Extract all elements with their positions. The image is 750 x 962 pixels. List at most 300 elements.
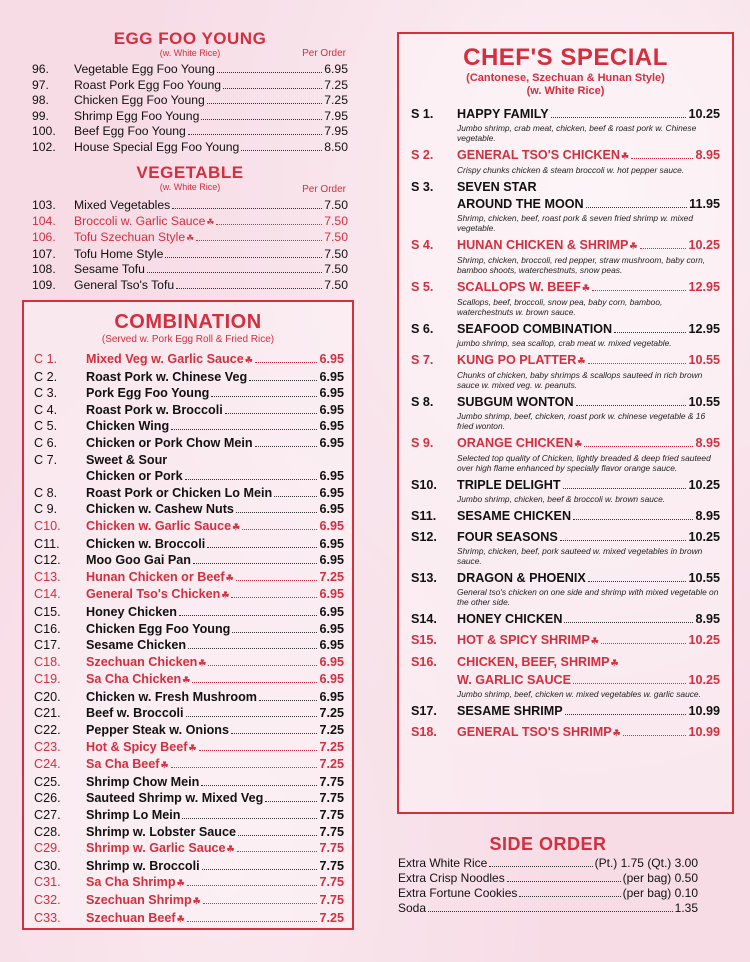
item-number: C16. <box>34 621 61 636</box>
item-name: SCALLOPS W. BEEF <box>457 280 581 294</box>
per-order-label: Per Order <box>302 48 346 59</box>
menu-item-row <box>34 874 344 892</box>
menu-item-row <box>411 147 720 165</box>
item-number: C27. <box>34 808 61 823</box>
item-price: 8.50 <box>324 139 348 154</box>
dot-leader <box>225 413 318 414</box>
item-price: 8.95 <box>695 148 720 162</box>
item-price: 6.95 <box>319 536 344 551</box>
item-number: 97. <box>32 77 49 92</box>
dot-leader <box>551 117 687 118</box>
item-description: Chunks of chicken, baby shrimps & scallops sauteed in rich brown sauce w. mixed veg. w. peanuts. <box>457 370 703 390</box>
hot-pepper-icon: ☘ <box>186 233 195 244</box>
item-price: 7.25 <box>319 739 344 754</box>
menu-item-row <box>411 394 720 411</box>
item-name: Szechuan Beef <box>86 910 176 925</box>
dot-leader <box>586 207 688 208</box>
menu-item-row <box>34 910 344 928</box>
item-price: 8.95 <box>695 509 720 523</box>
item-number: C33. <box>34 910 61 925</box>
item-price: 7.75 <box>319 893 344 907</box>
special-item <box>411 724 720 742</box>
egg-foo-young-subtitle: (w. White Rice) <box>159 48 221 58</box>
menu-item-row <box>34 637 344 654</box>
item-price: 6.95 <box>319 469 344 484</box>
item-name: Mixed Veg w. Garlic Sauce <box>86 352 244 366</box>
combination-title: COMBINATION <box>114 311 262 333</box>
item-number: S12. <box>411 530 437 544</box>
item-name: Shrimp Chow Mein <box>86 774 200 789</box>
item-name: HUNAN CHICKEN & SHRIMP <box>457 238 629 252</box>
dot-leader <box>211 396 317 397</box>
item-number: C17. <box>34 638 61 653</box>
dot-leader <box>231 597 317 598</box>
menu-item-row <box>411 529 720 546</box>
item-price: 6.95 <box>319 402 344 417</box>
special-item <box>411 477 720 504</box>
menu-item-row <box>34 671 344 689</box>
item-number: S 7. <box>411 353 434 367</box>
hot-pepper-icon: ☘ <box>621 151 630 161</box>
item-price: 10.55 <box>688 353 720 367</box>
item-number: 99. <box>32 108 49 123</box>
item-number: C 2. <box>34 369 58 384</box>
dot-leader <box>231 733 317 734</box>
menu-item-row <box>32 124 348 140</box>
side-order-title: SIDE ORDER <box>489 834 607 854</box>
item-number: C23. <box>34 739 61 754</box>
dot-leader <box>237 851 318 852</box>
special-item <box>411 237 720 275</box>
item-price: 6.95 <box>319 621 344 636</box>
item-price: 7.75 <box>319 858 344 873</box>
special-item <box>411 611 720 628</box>
menu-item-row <box>34 790 344 807</box>
vegetable-subtitle: (w. White Rice) <box>159 182 221 192</box>
dot-leader <box>196 240 322 241</box>
item-price: (per bag) 0.10 <box>622 886 698 900</box>
item-name: Chicken w. Cashew Nuts <box>86 502 234 517</box>
item-price: 10.25 <box>688 673 720 687</box>
item-number: C10. <box>34 518 61 533</box>
menu-item-row <box>411 477 720 494</box>
item-number: S11. <box>411 509 437 523</box>
side-order-row <box>398 871 698 886</box>
menu-item-row <box>34 435 344 452</box>
per-order-label: Per Order <box>302 184 346 195</box>
hot-pepper-icon: ☘ <box>188 742 197 753</box>
item-description: Jumbo shrimp, beef, chicken, roast pork w. chinese vegetable & 16 fried wonton. <box>457 411 706 431</box>
dot-leader <box>560 540 687 541</box>
dot-leader <box>185 479 318 480</box>
item-price: 1.35 <box>674 901 698 915</box>
menu-item-row <box>34 402 344 419</box>
item-name: Extra White Rice <box>398 856 488 870</box>
item-description: Crispy chunks chicken & steam broccoli w. hot pepper sauce. <box>457 165 685 175</box>
menu-item-row <box>34 824 344 841</box>
item-name: SEVEN STAR <box>457 180 537 194</box>
item-number: S 5. <box>411 280 434 294</box>
item-name: Sa Cha Chicken <box>86 672 182 687</box>
item-description: Jumbo shrimp, crab meat, chicken, beef & roast pork w. Chinese vegetable. <box>457 123 697 143</box>
item-price: 6.95 <box>319 386 344 401</box>
hot-pepper-icon: ☘ <box>581 283 590 293</box>
item-number: C28. <box>34 824 61 839</box>
item-name: Vegetable Egg Foo Young <box>74 62 215 76</box>
special-item <box>411 570 720 607</box>
item-name: Beef Egg Foo Young <box>74 124 186 139</box>
menu-item-row <box>34 536 344 553</box>
item-price: 7.95 <box>324 124 348 139</box>
menu-item-row <box>34 452 344 469</box>
item-price: 7.50 <box>324 277 348 292</box>
item-price: 7.95 <box>324 108 348 123</box>
item-number: C14. <box>34 587 61 602</box>
item-price: 6.95 <box>319 419 344 434</box>
menu-item-row <box>34 586 344 604</box>
item-number: C21. <box>34 706 61 721</box>
menu-item-row <box>411 724 720 742</box>
item-price: 6.95 <box>319 352 344 366</box>
item-description: Shrimp, chicken, broccoli, red pepper, straw mushroom, baby corn, bamboo shoots, waterchestnuts, snow peas. <box>457 255 706 275</box>
dot-leader <box>186 716 318 717</box>
item-price: 6.95 <box>319 654 344 669</box>
item-price: 6.95 <box>319 638 344 653</box>
menu-item-row <box>411 632 720 650</box>
item-name: Soda <box>398 901 427 915</box>
item-price: 7.25 <box>319 757 344 772</box>
special-item <box>411 279 720 317</box>
egg-foo-young-section <box>22 30 358 156</box>
dot-leader <box>201 119 322 120</box>
dot-leader <box>223 88 322 89</box>
item-number: S 3. <box>411 180 434 194</box>
item-number: S14. <box>411 612 437 626</box>
item-name: GENERAL TSO'S SHRIMP <box>457 725 612 739</box>
special-item <box>411 106 720 143</box>
item-name: Sauteed Shrimp w. Mixed Veg <box>86 791 264 806</box>
item-name: SUBGUM WONTON <box>457 395 574 409</box>
dot-leader <box>203 903 318 904</box>
item-price: 7.25 <box>319 723 344 738</box>
menu-item-row <box>32 262 348 278</box>
dot-leader <box>208 665 317 666</box>
item-name: Mixed Vegetables <box>74 198 171 212</box>
item-price: 6.95 <box>319 553 344 568</box>
item-name: Extra Fortune Cookies <box>398 886 518 900</box>
item-name: Beef w. Broccoli <box>86 706 184 721</box>
item-name: Tofu Home Style <box>74 246 164 261</box>
dot-leader <box>236 512 318 513</box>
item-number: C31. <box>34 875 61 890</box>
item-number: 104. <box>32 213 56 228</box>
special-item <box>411 632 720 650</box>
menu-item-row <box>34 756 344 774</box>
item-name: Szechuan Chicken <box>86 654 198 669</box>
dot-leader <box>193 563 318 564</box>
menu-item-row <box>34 569 344 587</box>
menu-item-row <box>411 237 720 255</box>
dot-leader <box>259 700 318 701</box>
item-name: Shrimp Egg Foo Young <box>74 108 200 123</box>
item-name: Chicken Egg Foo Young <box>86 621 231 636</box>
dot-leader <box>576 405 687 406</box>
dot-leader <box>241 150 322 151</box>
menu-item-row <box>411 321 720 338</box>
menu-item-row <box>34 501 344 518</box>
item-number: S15. <box>411 633 437 647</box>
menu-item-row <box>32 78 348 94</box>
dot-leader <box>232 632 317 633</box>
menu-item-row <box>34 774 344 791</box>
egg-foo-young-title: EGG FOO YOUNG <box>113 29 267 48</box>
item-number: C26. <box>34 791 61 806</box>
item-name: DRAGON & PHOENIX <box>457 571 586 585</box>
item-number: C30. <box>34 858 61 873</box>
hot-pepper-icon: ☘ <box>244 355 253 365</box>
menu-item-row <box>34 621 344 638</box>
menu-item-row <box>411 352 720 370</box>
menu-item-row <box>34 518 344 536</box>
item-name: HOT & SPICY SHRIMP <box>457 633 590 647</box>
special-item <box>411 654 720 699</box>
item-name: GENERAL TSO'S CHICKEN <box>457 148 620 162</box>
item-price: 7.75 <box>319 774 344 789</box>
hot-pepper-icon: ☘ <box>590 636 599 646</box>
dot-leader <box>165 257 322 258</box>
chefs-special-title: CHEF'S SPECIAL <box>463 44 668 71</box>
item-price: 7.50 <box>324 246 348 261</box>
menu-item-row <box>411 654 720 672</box>
vegetable-title: VEGETABLE <box>136 163 244 182</box>
side-order-row <box>398 901 698 916</box>
item-number: C 7. <box>34 452 58 467</box>
item-description: General tso's chicken on one side and shrimp with mixed vegetable on the other side. <box>457 587 719 607</box>
hot-pepper-icon: ☘ <box>206 216 215 227</box>
dot-leader <box>573 683 686 684</box>
item-name: Sa Cha Shrimp <box>86 875 176 890</box>
combination-subtitle: (Served w. Pork Egg Roll & Fried Rice) <box>101 334 275 345</box>
item-number: C22. <box>34 723 61 738</box>
dot-leader <box>207 103 322 104</box>
item-number: C 9. <box>34 502 58 517</box>
item-price: 6.95 <box>319 518 344 533</box>
item-price: 6.95 <box>324 62 348 76</box>
item-name: Sweet & Sour <box>86 452 168 467</box>
item-description: Scallops, beef, broccoli, snow pea, baby corn, bamboo, waterchestnuts w. brown sauce. <box>457 297 663 317</box>
hot-pepper-icon: ☘ <box>176 913 185 924</box>
item-name: Sesame Chicken <box>86 638 187 653</box>
item-number: C 6. <box>34 435 58 450</box>
dot-leader <box>188 134 322 135</box>
dot-leader <box>192 682 317 683</box>
hot-pepper-icon: ☘ <box>610 658 619 668</box>
item-name: Chicken w. Fresh Mushroom <box>86 689 257 704</box>
special-item <box>411 394 720 431</box>
item-name: General Tso's Tofu <box>74 277 175 292</box>
item-name: Broccoli w. Garlic Sauce <box>74 213 206 228</box>
item-price: 7.25 <box>319 569 344 584</box>
dot-leader <box>182 818 317 819</box>
item-number: C 3. <box>34 386 58 401</box>
dot-leader <box>199 750 318 751</box>
item-number: C 4. <box>34 402 58 417</box>
item-number: 106. <box>32 230 56 245</box>
item-price: 6.95 <box>319 689 344 704</box>
item-price: 10.55 <box>688 571 720 585</box>
hot-pepper-icon: ☘ <box>198 657 207 668</box>
dot-leader <box>171 429 317 430</box>
item-description: jumbo shrimp, sea scallop, crab meat w. mixed vegetable. <box>457 338 672 348</box>
dot-leader <box>201 785 317 786</box>
dot-leader <box>564 622 693 623</box>
special-item <box>411 435 720 473</box>
menu-item-row <box>34 739 344 757</box>
hot-pepper-icon: ☘ <box>232 521 241 532</box>
item-name: Chicken or Pork <box>86 469 183 484</box>
special-item <box>411 321 720 348</box>
item-price: 8.95 <box>695 612 720 626</box>
item-name: Roast Pork w. Chinese Veg <box>86 369 248 384</box>
item-number: S17. <box>411 704 437 718</box>
item-number: C20. <box>34 689 61 704</box>
menu-item-row <box>411 611 720 628</box>
item-name: Roast Pork Egg Foo Young <box>74 77 222 92</box>
item-number: C18. <box>34 654 61 669</box>
menu-item-row <box>32 230 348 247</box>
special-item <box>411 703 720 720</box>
item-name: HAPPY FAMILY <box>457 107 549 121</box>
menu-item-row <box>411 703 720 720</box>
menu-item-row <box>34 722 344 739</box>
item-price: 6.95 <box>319 502 344 517</box>
item-name: Szechuan Shrimp <box>86 893 192 907</box>
item-name: ORANGE CHICKEN <box>457 436 574 450</box>
special-item <box>411 352 720 390</box>
menu-item-row <box>411 196 720 213</box>
menu-item-row <box>32 62 348 78</box>
item-number: 100. <box>32 124 56 139</box>
item-number: C15. <box>34 604 61 619</box>
special-item <box>411 508 720 525</box>
dot-leader <box>236 580 318 581</box>
item-price: (Pt.) 1.75 (Qt.) 3.00 <box>594 856 698 870</box>
vegetable-section <box>22 164 358 294</box>
item-number: S18. <box>411 725 437 739</box>
item-price: 10.25 <box>688 238 720 252</box>
menu-item-row <box>34 858 344 875</box>
item-number: 103. <box>32 198 56 212</box>
item-description: Jumbo shrimp, beef, chicken w. mixed vegetables w. garlic sauce. <box>457 689 701 699</box>
dot-leader <box>588 363 687 364</box>
item-price: 7.25 <box>324 93 348 108</box>
menu-item-row <box>34 604 344 621</box>
item-price: 11.95 <box>689 197 720 211</box>
menu-item-row <box>34 705 344 722</box>
hot-pepper-icon: ☘ <box>182 675 191 686</box>
item-name: Roast Pork or Chicken Lo Mein <box>86 485 273 500</box>
item-price: 7.75 <box>319 791 344 806</box>
item-price: 10.25 <box>688 633 720 647</box>
item-name-continued: W. GARLIC SAUCE <box>457 673 572 687</box>
item-description: Jumbo shrimp, chicken, beef & broccoli w. brown sauce. <box>457 494 666 504</box>
side-order-section <box>398 834 698 916</box>
item-price: 7.75 <box>319 824 344 839</box>
item-price: 7.50 <box>324 213 348 228</box>
menu-item-row <box>34 552 344 569</box>
item-name: Shrimp w. Garlic Sauce <box>86 841 226 856</box>
dot-leader <box>614 332 686 333</box>
dot-leader <box>172 208 322 209</box>
dot-leader <box>565 714 687 715</box>
item-price: 7.50 <box>324 230 348 245</box>
menu-item-row <box>34 485 344 502</box>
item-number: 109. <box>32 277 56 292</box>
item-name: Hunan Chicken or Beef <box>86 569 225 584</box>
menu-item-row <box>34 369 344 386</box>
special-item <box>411 179 720 233</box>
dot-leader <box>188 648 317 649</box>
dot-leader <box>489 866 592 867</box>
item-name: HONEY CHICKEN <box>457 612 563 626</box>
item-number: S13. <box>411 571 437 585</box>
hot-pepper-icon: ☘ <box>192 896 201 906</box>
dot-leader <box>187 885 318 886</box>
menu-item-row <box>411 435 720 453</box>
menu-item-row <box>34 840 344 858</box>
item-price: 7.25 <box>324 77 348 92</box>
item-name: Tofu Szechuan Style <box>74 230 186 245</box>
menu-item-row <box>411 106 720 123</box>
item-price: 6.95 <box>319 369 344 384</box>
item-price: 7.25 <box>319 706 344 721</box>
item-number: 108. <box>32 262 56 277</box>
item-price: 7.75 <box>319 808 344 823</box>
item-price: 8.95 <box>695 436 720 450</box>
combination-section <box>22 300 354 930</box>
dot-leader <box>592 290 687 291</box>
dot-leader <box>176 288 322 289</box>
dot-leader <box>171 767 318 768</box>
item-name: SESAME SHRIMP <box>457 704 563 718</box>
item-name: SESAME CHICKEN <box>457 509 572 523</box>
menu-item-row <box>411 672 720 689</box>
item-number: S16. <box>411 655 437 669</box>
item-name: Moo Goo Gai Pan <box>86 553 191 568</box>
item-price: 10.25 <box>688 107 720 121</box>
menu-item-row <box>411 279 720 297</box>
menu-item-row <box>34 654 344 672</box>
item-number: C12. <box>34 553 61 568</box>
item-name: Extra Crisp Noodles <box>398 871 505 885</box>
side-order-row <box>398 886 698 901</box>
item-price: 6.95 <box>319 604 344 619</box>
item-name: Sa Cha Beef <box>86 757 160 772</box>
item-number: C 8. <box>34 485 58 500</box>
hot-pepper-icon: ☘ <box>225 572 234 583</box>
dot-leader <box>631 158 693 159</box>
menu-item-row <box>411 179 720 196</box>
hot-pepper-icon: ☘ <box>612 728 621 738</box>
item-price: 12.95 <box>688 280 720 294</box>
item-name: Pork Egg Foo Young <box>86 386 210 401</box>
item-number: C25. <box>34 774 61 789</box>
item-number: C13. <box>34 569 61 584</box>
dot-leader <box>255 446 318 447</box>
item-number: S 6. <box>411 322 434 336</box>
item-name: Shrimp w. Broccoli <box>86 858 200 873</box>
dot-leader <box>255 362 318 363</box>
